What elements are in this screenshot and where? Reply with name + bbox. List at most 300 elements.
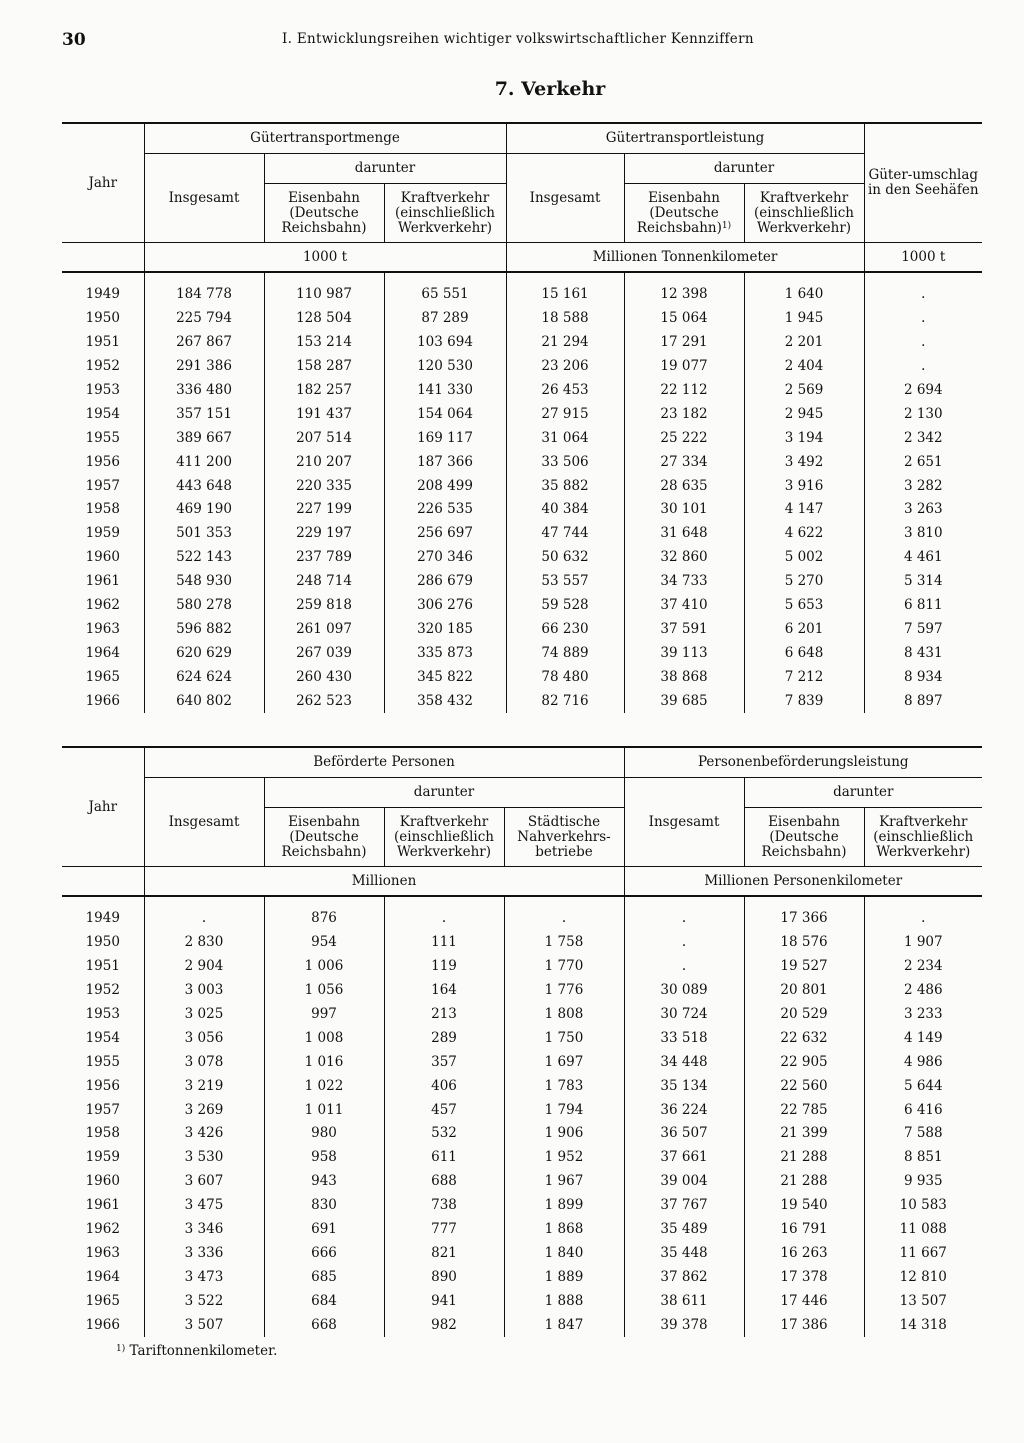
table-row — [62, 570, 982, 594]
table-row — [62, 907, 982, 931]
road-passengers-cell: 406 — [384, 1074, 504, 1098]
year-cell: 1955 — [85, 429, 120, 446]
rail-pkm-cell: 21 288 — [744, 1170, 864, 1194]
road-freight-cell: 270 346 — [384, 546, 506, 570]
total-passengers-cell: 3 269 — [144, 1098, 264, 1122]
total-passengers-cell: 3 336 — [144, 1241, 264, 1265]
table-row — [62, 546, 982, 570]
road-passengers-cell: 111 — [384, 931, 504, 955]
rail-freight-cell: 248 714 — [264, 570, 384, 594]
header-kraftverkehr: Kraftverkehr (einschließlich Werkverkehr) — [384, 808, 504, 867]
total-pkm-cell: 30 724 — [624, 1003, 744, 1027]
total-tkm-cell: 31 064 — [506, 426, 624, 450]
table-row — [62, 689, 982, 713]
unit-1000t: 1000 t — [144, 243, 506, 273]
footnote — [116, 1343, 277, 1359]
header-jahr: Jahr — [88, 798, 118, 815]
total-tkm-cell: 59 528 — [506, 594, 624, 618]
urban-transit-cell: 1 899 — [504, 1194, 624, 1218]
road-freight-cell: 87 289 — [384, 307, 506, 331]
rail-pkm-cell: 21 288 — [744, 1146, 864, 1170]
rail-pkm-cell: 17 366 — [744, 907, 864, 931]
year-cell: 1952 — [85, 982, 120, 999]
urban-transit-cell: 1 794 — [504, 1098, 624, 1122]
road-tkm-cell: 7 839 — [744, 689, 864, 713]
road-passengers-cell: 119 — [384, 955, 504, 979]
road-passengers-cell: 611 — [384, 1146, 504, 1170]
table-row — [62, 1074, 982, 1098]
year-cell: 1960 — [85, 549, 120, 566]
road-tkm-cell: 4 622 — [744, 522, 864, 546]
total-passengers-cell: 3 078 — [144, 1050, 264, 1074]
unit-tonnenkilometer: Millionen Tonnenkilometer — [506, 243, 864, 273]
road-tkm-cell: 3 492 — [744, 450, 864, 474]
rail-passengers-cell: 666 — [264, 1241, 384, 1265]
rail-freight-cell: 229 197 — [264, 522, 384, 546]
year-cell: 1952 — [85, 358, 120, 375]
unit-millionen: Millionen — [144, 867, 624, 897]
rail-tkm-cell: 17 291 — [624, 331, 744, 355]
rail-tkm-cell: 39 685 — [624, 689, 744, 713]
header-eisenbahn: Eisenbahn (Deutsche Reichsbahn) — [264, 184, 384, 243]
rail-passengers-cell: 1 006 — [264, 955, 384, 979]
road-tkm-cell: 4 147 — [744, 498, 864, 522]
road-passengers-cell: 821 — [384, 1241, 504, 1265]
road-pkm-cell: 5 644 — [864, 1074, 982, 1098]
road-pkm-cell: 14 318 — [864, 1313, 982, 1337]
rail-freight-cell: 259 818 — [264, 594, 384, 618]
rail-tkm-cell: 31 648 — [624, 522, 744, 546]
road-passengers-cell: 982 — [384, 1313, 504, 1337]
total-freight-cell: 184 778 — [144, 283, 264, 307]
road-tkm-cell: 5 270 — [744, 570, 864, 594]
road-passengers-cell: 941 — [384, 1289, 504, 1313]
unit-1000t-seehafen: 1000 t — [864, 243, 982, 273]
total-passengers-cell: 3 056 — [144, 1026, 264, 1050]
rail-passengers-cell: 1 056 — [264, 979, 384, 1003]
section-title: I. Entwicklungsreihen wichtiger volkswirtschaftlicher Kennziffern — [282, 31, 754, 47]
total-pkm-cell: 35 489 — [624, 1218, 744, 1242]
header-darunter: darunter — [264, 154, 506, 184]
urban-transit-cell: 1 770 — [504, 955, 624, 979]
rail-freight-cell: 262 523 — [264, 689, 384, 713]
rail-passengers-cell: 684 — [264, 1289, 384, 1313]
road-tkm-cell: 1 640 — [744, 283, 864, 307]
rail-freight-cell: 261 097 — [264, 617, 384, 641]
year-cell: 1953 — [85, 1006, 120, 1022]
year-cell: 1963 — [85, 620, 120, 637]
table-row — [62, 1050, 982, 1074]
road-pkm-cell: 11 088 — [864, 1218, 982, 1242]
header-kraftverkehr-leistung: Kraftverkehr (einschließlich Werkverkehr) — [864, 808, 982, 867]
road-freight-cell: 187 366 — [384, 450, 506, 474]
rail-freight-cell: 207 514 — [264, 426, 384, 450]
total-passengers-cell: 3 346 — [144, 1218, 264, 1242]
table-row — [62, 498, 982, 522]
year-cell: 1962 — [85, 597, 120, 614]
total-passengers-cell: 2 904 — [144, 955, 264, 979]
rail-pkm-cell: 16 263 — [744, 1241, 864, 1265]
road-pkm-cell: 8 851 — [864, 1146, 982, 1170]
rail-tkm-cell: 22 112 — [624, 379, 744, 403]
header-personenbefoerderungsleistung: Personenbeförderungsleistung — [624, 747, 982, 778]
road-passengers-cell: 777 — [384, 1218, 504, 1242]
rail-pkm-cell: 22 785 — [744, 1098, 864, 1122]
road-passengers-cell: 457 — [384, 1098, 504, 1122]
road-passengers-cell: 890 — [384, 1265, 504, 1289]
road-pkm-cell: 13 507 — [864, 1289, 982, 1313]
seaport-cell: . — [864, 283, 982, 307]
road-pkm-cell: 10 583 — [864, 1194, 982, 1218]
total-freight-cell: 291 386 — [144, 355, 264, 379]
road-tkm-cell: 5 653 — [744, 594, 864, 618]
road-tkm-cell: 6 201 — [744, 617, 864, 641]
year-cell: 1964 — [85, 644, 120, 661]
footnote-ref: 1) — [721, 220, 732, 231]
year-cell: 1965 — [85, 1292, 120, 1309]
rail-passengers-cell: 980 — [264, 1122, 384, 1146]
rail-passengers-cell: 943 — [264, 1170, 384, 1194]
rail-freight-cell: 182 257 — [264, 379, 384, 403]
road-tkm-cell: 2 201 — [744, 331, 864, 355]
road-tkm-cell: 7 212 — [744, 665, 864, 689]
rail-pkm-cell: 17 378 — [744, 1265, 864, 1289]
table-row — [62, 474, 982, 498]
freight-table — [62, 122, 982, 713]
seaport-cell: . — [864, 331, 982, 355]
total-freight-cell: 580 278 — [144, 594, 264, 618]
table-row — [62, 979, 982, 1003]
header-kraftverkehr: Kraftverkehr (einschließlich Werkverkehr) — [384, 184, 506, 243]
rail-freight-cell: 227 199 — [264, 498, 384, 522]
table-row — [62, 1218, 982, 1242]
eisenbahn-label: Eisenbahn (Deutsche Reichsbahn) — [636, 189, 722, 236]
rail-pkm-cell: 16 791 — [744, 1218, 864, 1242]
rail-pkm-cell: 20 801 — [744, 979, 864, 1003]
seaport-cell: 4 461 — [864, 546, 982, 570]
road-passengers-cell: 289 — [384, 1026, 504, 1050]
total-passengers-cell: 2 830 — [144, 931, 264, 955]
urban-transit-cell: 1 808 — [504, 1003, 624, 1027]
road-tkm-cell: 2 945 — [744, 402, 864, 426]
urban-transit-cell: 1 889 — [504, 1265, 624, 1289]
total-freight-cell: 624 624 — [144, 665, 264, 689]
footnote-text: Tariftonnenkilometer. — [129, 1343, 278, 1359]
rail-passengers-cell: 876 — [264, 907, 384, 931]
year-cell: 1956 — [85, 1077, 120, 1094]
seaport-cell: 8 897 — [864, 689, 982, 713]
total-pkm-cell: 35 134 — [624, 1074, 744, 1098]
rail-passengers-cell: 668 — [264, 1313, 384, 1337]
year-cell: 1959 — [85, 1149, 120, 1166]
total-tkm-cell: 33 506 — [506, 450, 624, 474]
road-passengers-cell: 532 — [384, 1122, 504, 1146]
total-pkm-cell: 30 089 — [624, 979, 744, 1003]
urban-transit-cell: 1 697 — [504, 1050, 624, 1074]
rail-freight-cell: 237 789 — [264, 546, 384, 570]
total-freight-cell: 620 629 — [144, 641, 264, 665]
rail-freight-cell: 110 987 — [264, 283, 384, 307]
urban-transit-cell: 1 776 — [504, 979, 624, 1003]
seaport-cell: 2 130 — [864, 402, 982, 426]
rail-passengers-cell: 691 — [264, 1218, 384, 1242]
urban-transit-cell: 1 967 — [504, 1170, 624, 1194]
road-passengers-cell: 164 — [384, 979, 504, 1003]
table-row — [62, 355, 982, 379]
table-row — [62, 1122, 982, 1146]
rail-tkm-cell: 37 591 — [624, 617, 744, 641]
road-freight-cell: 226 535 — [384, 498, 506, 522]
seaport-cell: 2 342 — [864, 426, 982, 450]
rail-pkm-cell: 22 905 — [744, 1050, 864, 1074]
page-number: 30 — [62, 30, 86, 50]
year-cell: 1957 — [85, 477, 120, 494]
rail-pkm-cell: 20 529 — [744, 1003, 864, 1027]
header-insgesamt-leistung: Insgesamt — [506, 154, 624, 243]
total-tkm-cell: 18 588 — [506, 307, 624, 331]
urban-transit-cell: 1 847 — [504, 1313, 624, 1337]
road-freight-cell: 208 499 — [384, 474, 506, 498]
table-row — [62, 1170, 982, 1194]
urban-transit-cell: 1 840 — [504, 1241, 624, 1265]
total-freight-cell: 411 200 — [144, 450, 264, 474]
year-cell: 1956 — [85, 453, 120, 470]
seaport-cell: 8 431 — [864, 641, 982, 665]
seaport-cell: 2 651 — [864, 450, 982, 474]
rail-pkm-cell: 17 446 — [744, 1289, 864, 1313]
seaport-cell: . — [864, 355, 982, 379]
year-cell: 1949 — [85, 910, 120, 927]
rail-pkm-cell: 22 560 — [744, 1074, 864, 1098]
total-freight-cell: 522 143 — [144, 546, 264, 570]
total-pkm-cell: 36 507 — [624, 1122, 744, 1146]
total-pkm-cell: 37 767 — [624, 1194, 744, 1218]
table-title: 7. Verkehr — [494, 78, 606, 100]
table-row — [62, 522, 982, 546]
road-freight-cell: 306 276 — [384, 594, 506, 618]
header-darunter-leistung: darunter — [744, 778, 982, 808]
table-row — [62, 665, 982, 689]
table-row — [62, 594, 982, 618]
total-tkm-cell: 53 557 — [506, 570, 624, 594]
table-row — [62, 1241, 982, 1265]
total-pkm-cell: 37 661 — [624, 1146, 744, 1170]
year-cell: 1964 — [85, 1268, 120, 1285]
table-row — [62, 1003, 982, 1027]
road-freight-cell: 256 697 — [384, 522, 506, 546]
year-cell: 1954 — [85, 1029, 120, 1046]
rail-pkm-cell: 22 632 — [744, 1026, 864, 1050]
table-row — [62, 426, 982, 450]
road-pkm-cell: 3 233 — [864, 1003, 982, 1027]
rail-pkm-cell: 19 540 — [744, 1194, 864, 1218]
road-passengers-cell: 357 — [384, 1050, 504, 1074]
rail-freight-cell: 260 430 — [264, 665, 384, 689]
road-tkm-cell: 3 916 — [744, 474, 864, 498]
rail-pkm-cell: 19 527 — [744, 955, 864, 979]
table-row — [62, 1098, 982, 1122]
year-cell: 1950 — [85, 310, 120, 327]
total-freight-cell: 336 480 — [144, 379, 264, 403]
rail-passengers-cell: 685 — [264, 1265, 384, 1289]
rail-tkm-cell: 30 101 — [624, 498, 744, 522]
year-cell: 1951 — [85, 334, 120, 351]
seaport-cell: . — [864, 307, 982, 331]
total-passengers-cell: 3 607 — [144, 1170, 264, 1194]
rail-pkm-cell: 21 399 — [744, 1122, 864, 1146]
table-row — [62, 307, 982, 331]
total-tkm-cell: 26 453 — [506, 379, 624, 403]
total-tkm-cell: 23 206 — [506, 355, 624, 379]
header-insgesamt: Insgesamt — [144, 778, 264, 867]
total-tkm-cell: 21 294 — [506, 331, 624, 355]
header-gueterumschlag: Güter-umschlag in den Seehäfen — [864, 123, 982, 243]
rail-tkm-cell: 19 077 — [624, 355, 744, 379]
table-row — [62, 617, 982, 641]
rail-freight-cell: 128 504 — [264, 307, 384, 331]
road-passengers-cell: . — [384, 907, 504, 931]
road-pkm-cell: 1 907 — [864, 931, 982, 955]
urban-transit-cell: 1 783 — [504, 1074, 624, 1098]
road-tkm-cell: 1 945 — [744, 307, 864, 331]
rail-passengers-cell: 997 — [264, 1003, 384, 1027]
rail-passengers-cell: 830 — [264, 1194, 384, 1218]
year-cell: 1958 — [85, 501, 120, 518]
road-tkm-cell: 6 648 — [744, 641, 864, 665]
urban-transit-cell: . — [504, 907, 624, 931]
total-pkm-cell: 34 448 — [624, 1050, 744, 1074]
rail-freight-cell: 191 437 — [264, 402, 384, 426]
table-row — [62, 1026, 982, 1050]
rail-passengers-cell: 958 — [264, 1146, 384, 1170]
header-insgesamt: Insgesamt — [144, 154, 264, 243]
road-pkm-cell: 11 667 — [864, 1241, 982, 1265]
total-freight-cell: 357 151 — [144, 402, 264, 426]
year-cell: 1958 — [85, 1125, 120, 1142]
rail-freight-cell: 153 214 — [264, 331, 384, 355]
total-freight-cell: 267 867 — [144, 331, 264, 355]
table-row — [62, 1194, 982, 1218]
rail-tkm-cell: 39 113 — [624, 641, 744, 665]
header-befoerderte-personen: Beförderte Personen — [144, 747, 624, 778]
rail-freight-cell: 267 039 — [264, 641, 384, 665]
table-row — [62, 331, 982, 355]
year-cell: 1963 — [85, 1244, 120, 1261]
urban-transit-cell: 1 750 — [504, 1026, 624, 1050]
total-tkm-cell: 78 480 — [506, 665, 624, 689]
header-darunter: darunter — [264, 778, 624, 808]
rail-freight-cell: 220 335 — [264, 474, 384, 498]
road-freight-cell: 120 530 — [384, 355, 506, 379]
urban-transit-cell: 1 952 — [504, 1146, 624, 1170]
year-cell: 1949 — [85, 286, 120, 303]
road-pkm-cell: 4 986 — [864, 1050, 982, 1074]
passenger-table — [62, 746, 982, 1337]
road-freight-cell: 65 551 — [384, 283, 506, 307]
total-passengers-cell: 3 530 — [144, 1146, 264, 1170]
seaport-cell: 8 934 — [864, 665, 982, 689]
total-freight-cell: 389 667 — [144, 426, 264, 450]
year-cell: 1950 — [85, 934, 120, 951]
total-freight-cell: 501 353 — [144, 522, 264, 546]
total-freight-cell: 596 882 — [144, 617, 264, 641]
total-tkm-cell: 66 230 — [506, 617, 624, 641]
table-row — [62, 450, 982, 474]
rail-passengers-cell: 1 008 — [264, 1026, 384, 1050]
road-freight-cell: 345 822 — [384, 665, 506, 689]
road-pkm-cell: . — [864, 907, 982, 931]
road-passengers-cell: 688 — [384, 1170, 504, 1194]
year-cell: 1954 — [85, 405, 120, 422]
total-passengers-cell: 3 003 — [144, 979, 264, 1003]
table-row — [62, 1313, 982, 1337]
total-passengers-cell: 3 025 — [144, 1003, 264, 1027]
rail-tkm-cell: 15 064 — [624, 307, 744, 331]
total-passengers-cell: 3 475 — [144, 1194, 264, 1218]
road-freight-cell: 169 117 — [384, 426, 506, 450]
total-pkm-cell: 35 448 — [624, 1241, 744, 1265]
total-tkm-cell: 47 744 — [506, 522, 624, 546]
total-tkm-cell: 15 161 — [506, 283, 624, 307]
road-freight-cell: 335 873 — [384, 641, 506, 665]
unit-personenkilometer: Millionen Personenkilometer — [624, 867, 982, 897]
total-passengers-cell: 3 426 — [144, 1122, 264, 1146]
table-row — [62, 1146, 982, 1170]
table-row — [62, 1265, 982, 1289]
road-tkm-cell: 3 194 — [744, 426, 864, 450]
year-cell: 1962 — [85, 1221, 120, 1238]
year-cell: 1966 — [85, 1316, 120, 1333]
footnote-mark: 1) — [116, 1344, 126, 1354]
total-pkm-cell: . — [624, 931, 744, 955]
road-pkm-cell: 9 935 — [864, 1170, 982, 1194]
road-freight-cell: 320 185 — [384, 617, 506, 641]
road-freight-cell: 141 330 — [384, 379, 506, 403]
total-pkm-cell: 33 518 — [624, 1026, 744, 1050]
table-row — [62, 283, 982, 307]
total-passengers-cell: 3 219 — [144, 1074, 264, 1098]
rail-tkm-cell: 38 868 — [624, 665, 744, 689]
road-pkm-cell: 7 588 — [864, 1122, 982, 1146]
urban-transit-cell: 1 758 — [504, 931, 624, 955]
road-freight-cell: 103 694 — [384, 331, 506, 355]
seaport-cell: 5 314 — [864, 570, 982, 594]
header-staedtische-nahverkehrsbetriebe: Städtische Nahverkehrs-betriebe — [504, 808, 624, 867]
header-kraftverkehr-leistung: Kraftverkehr (einschließlich Werkverkehr) — [744, 184, 864, 243]
year-cell: 1961 — [85, 1197, 120, 1214]
total-passengers-cell: 3 507 — [144, 1313, 264, 1337]
table-row — [62, 402, 982, 426]
year-cell: 1965 — [85, 668, 120, 685]
table-row — [62, 379, 982, 403]
road-passengers-cell: 738 — [384, 1194, 504, 1218]
header-insgesamt-leistung: Insgesamt — [624, 778, 744, 867]
urban-transit-cell: 1 888 — [504, 1289, 624, 1313]
total-tkm-cell: 82 716 — [506, 689, 624, 713]
seaport-cell: 7 597 — [864, 617, 982, 641]
rail-tkm-cell: 37 410 — [624, 594, 744, 618]
total-tkm-cell: 40 384 — [506, 498, 624, 522]
year-cell: 1957 — [85, 1101, 120, 1118]
header-eisenbahn-leistung — [624, 184, 744, 243]
road-tkm-cell: 2 569 — [744, 379, 864, 403]
seaport-cell: 3 810 — [864, 522, 982, 546]
total-freight-cell: 225 794 — [144, 307, 264, 331]
rail-freight-cell: 210 207 — [264, 450, 384, 474]
road-freight-cell: 154 064 — [384, 402, 506, 426]
table-row — [62, 955, 982, 979]
road-tkm-cell: 5 002 — [744, 546, 864, 570]
